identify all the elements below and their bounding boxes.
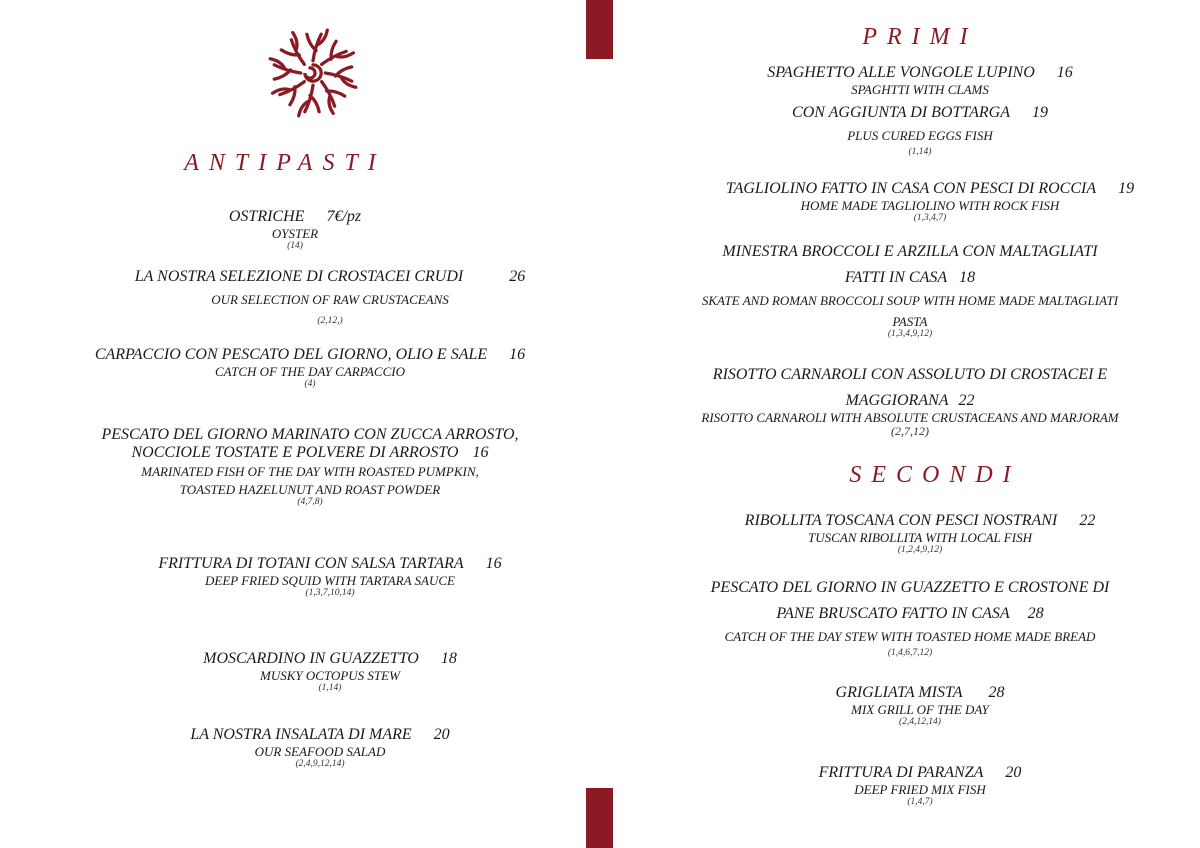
item-translation: OYSTER [271,226,319,241]
item-name: TAGLIOLINO FATTO IN CASA CON PESCI DI ROCCIA [725,180,1097,197]
item-allergens: (1,14) [908,147,932,157]
item-allergens: (1,14) [318,683,342,693]
menu-item [60,555,600,599]
item-translation: CATCH OF THE DAY STEW WITH TOASTED HOME MADE BREAD [724,629,1096,644]
item-price: 16 [472,444,489,461]
item-price: 16 [485,555,502,572]
coral-sun-icon [262,22,364,124]
item-translation: DEEP FRIED SQUID WITH TARTARA SAUCE [205,573,455,588]
right-page [620,0,1200,848]
item-allergens: (1,3,7,10,14) [305,588,355,598]
menu-item [680,512,1160,556]
item-price: 7€/pz [326,208,362,225]
item-allergens: (1,2,4,9,12) [897,545,943,555]
item-name: OSTRICHE [228,208,305,225]
item-allergens: (2,4,12,14) [899,717,941,727]
item-translation: TOASTED HAZELUNUT AND ROAST POWDER [179,482,441,497]
item-price: 19 [1118,180,1135,197]
item-price: 16 [509,346,526,363]
item-price: 20 [433,726,450,743]
item-translation: PLUS CURED EGGS FISH [847,128,993,143]
item-price: 22 [1079,512,1096,529]
item-name: PANE BRUSCATO FATTO IN CASA [776,605,1010,622]
menu-item [650,180,1200,224]
item-allergens: (1,4,6,7,12) [887,648,933,658]
item-translation: MUSKY OCTOPUS STEW [260,668,400,683]
item-name: PESCATO DEL GIORNO IN GUAZZETTO E CROSTONE DI [710,579,1110,596]
item-translation: OUR SEAFOOD SALAD [254,744,386,759]
section-title-secondi: SECONDI [849,462,1021,488]
section-title-primi: PRIMI [862,24,978,50]
item-price: 18 [440,650,457,667]
item-allergens: (2,12,) [317,316,343,326]
menu-item [0,426,620,508]
item-name: RISOTTO CARNAROLI CON ASSOLUTO DI CROSTACEI E [712,366,1108,383]
item-translation: CATCH OF THE DAY CARPACCIO [215,364,405,379]
menu-item [120,650,540,694]
item-price: 26 [509,268,526,285]
menu-item [100,726,540,770]
item-name: RIBOLLITA TOSCANA CON PESCI NOSTRANI [744,512,1058,529]
item-translation: OUR SELECTION OF RAW CRUSTACEANS [211,292,449,307]
item-price: 16 [1056,64,1073,81]
item-name: MAGGIORANA [845,392,949,409]
menu-item [680,64,1160,97]
item-name: MOSCARDINO IN GUAZZETTO [203,650,419,667]
menu-item [720,684,1120,728]
menu-item [620,243,1200,340]
item-translation: SPAGHTTI WITH CLAMS [851,82,989,97]
item-translation: PASTA [892,314,928,329]
section-title-antipasti: ANTIPASTI [184,150,386,176]
item-price: 22 [958,392,975,409]
menu-item [720,764,1120,808]
item-name: GRIGLIATA MISTA [835,684,963,701]
item-translation: MIX GRILL OF THE DAY [851,702,989,717]
item-allergens: (4) [304,379,316,389]
menu-item [630,579,1190,659]
menu-item [10,346,610,390]
item-name: LA NOSTRA SELEZIONE DI CROSTACEI CRUDI [134,268,464,285]
item-price: 19 [1031,104,1048,121]
item-name: FRITTURA DI TOTANI CON SALSA TARTARA [158,555,464,572]
item-price: 28 [1027,605,1044,622]
item-allergens: (2,7,12) [891,424,929,438]
item-price: 18 [959,269,976,286]
item-name: MINESTRA BROCCOLI E ARZILLA CON MALTAGLIATI [722,243,1098,260]
item-translation: TUSCAN RIBOLLITA WITH LOCAL FISH [808,530,1032,545]
item-price: 20 [1005,764,1022,781]
menu-item [680,104,1160,158]
item-allergens: (14) [287,241,303,251]
item-translation: HOME MADE TAGLIOLINO WITH ROCK FISH [800,198,1060,213]
item-name: FATTI IN CASA [844,269,948,286]
item-name: PESCATO DEL GIORNO MARINATO CON ZUCCA ARROSTO, [101,426,519,443]
item-name: FRITTURA DI PARANZA [818,764,984,781]
item-name: LA NOSTRA INSALATA DI MARE [190,726,412,743]
item-translation: MARINATED FISH OF THE DAY WITH ROASTED PUMPKIN, [141,464,479,479]
menu-item [60,268,600,327]
item-translation: DEEP FRIED MIX FISH [854,782,986,797]
menu-item [170,208,420,252]
menu-item [620,366,1200,438]
item-translation: RISOTTO CARNAROLI WITH ABSOLUTE CRUSTACEANS AND MARJORAM [701,410,1119,425]
item-allergens: (1,3,4,9,12) [887,329,933,339]
item-name: CON AGGIUNTA DI BOTTARGA [792,104,1010,121]
item-allergens: (2,4,9,12,14) [295,759,345,769]
item-name: SPAGHETTO ALLE VONGOLE LUPINO [767,64,1035,81]
item-price: 28 [988,684,1005,701]
item-name: NOCCIOLE TOSTATE E POLVERE DI ARROSTO [131,444,459,461]
item-name: CARPACCIO CON PESCATO DEL GIORNO, OLIO E SALE [94,346,488,363]
item-translation: SKATE AND ROMAN BROCCOLI SOUP WITH HOME MADE MALTAGLIATI [701,293,1119,308]
item-allergens: (1,3,4,7) [913,213,947,223]
item-allergens: (4,7,8) [297,497,323,507]
item-allergens: (1,4,7) [907,797,933,807]
